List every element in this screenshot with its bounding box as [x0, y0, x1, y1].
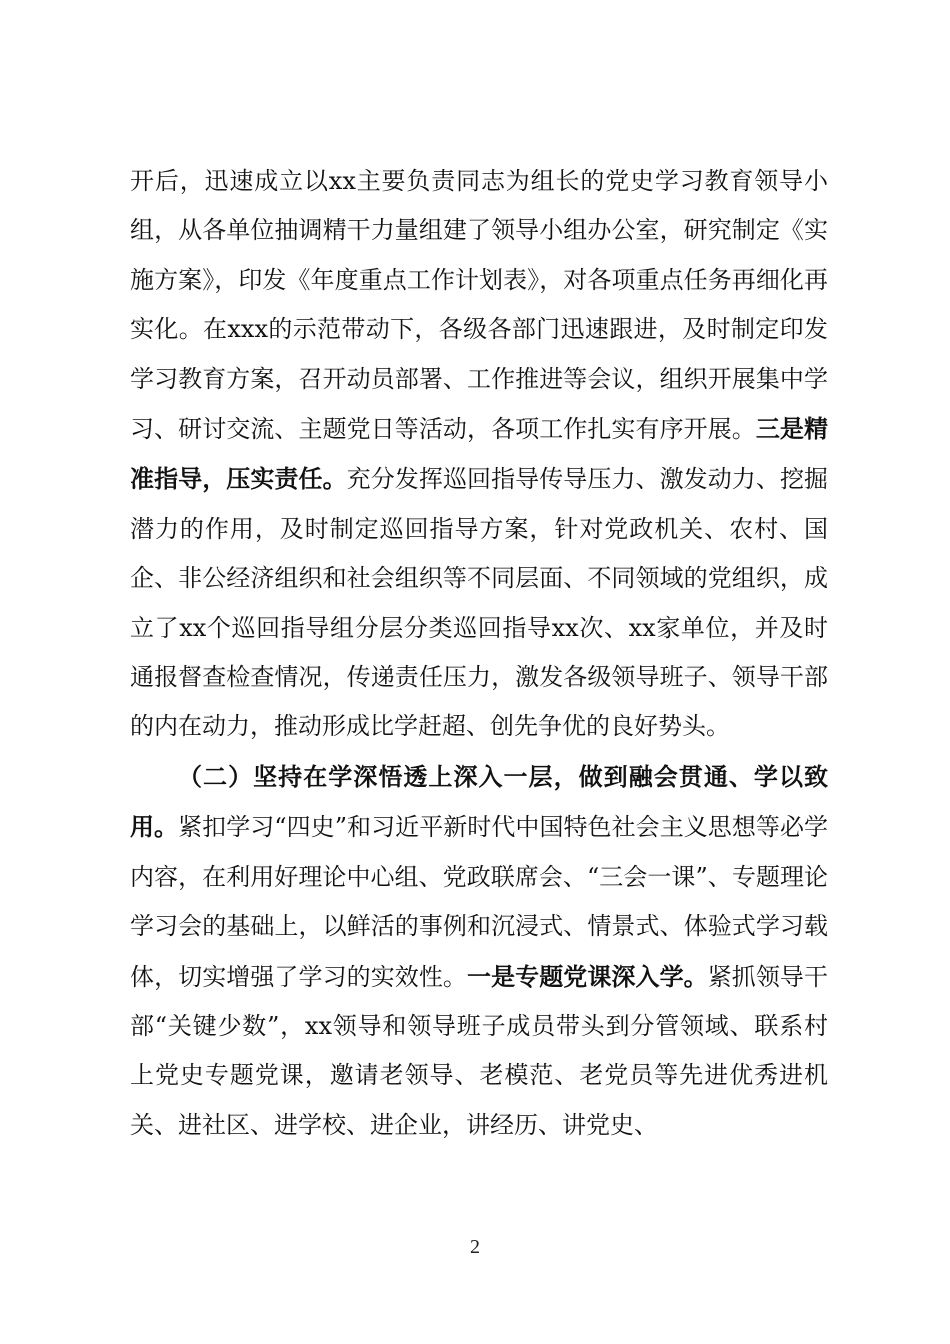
- paragraph-text: 紧抓领导干部“关键少数”，xx领导和领导班子成员带头到分管领域、联系村上党史专题党课，邀请老领导、老模范、老党员等先进优秀进机关、进社区、进学校、进企业，讲经历、讲党史、: [130, 962, 829, 1139]
- paragraph-text: 开后，迅速成立以xx主要负责同志为组长的党史学习教育领导小组，从各单位抽调精干力量组建了领导小组办公室，研究制定《实施方案》，印发《年度重点工作计划表》，对各项重点任务再细化再实化。在xxx的示范带动下，各级各部门迅速跟进，及时制定印发学习教育方案，召开动员部署、工作推进等会议，组织开展集中学习、研讨交流、主题党日等活动，各项工作扎实有序开展。: [130, 167, 828, 444]
- page-number: 2: [470, 1236, 480, 1258]
- paragraph-section-two: [130, 752, 828, 1150]
- bold-subheading: 三是精准指导，压实责任。: [130, 414, 829, 494]
- document-body: [130, 157, 828, 1150]
- paragraph-continued: [130, 157, 828, 752]
- section-heading: （二）坚持在学深悟透上深入一层，做到融会贯通、学以致用。: [130, 761, 828, 842]
- paragraph-text: 紧扣学习“四史”和习近平新时代中国特色社会主义思想等必学内容，在利用好理论中心组、党政联席会、“三会一课”、专题理论学习会的基础上，以鲜活的事例和沉浸式、情景式、体验式学习载体，切实增强了学习的实效性。: [130, 813, 828, 991]
- bold-subheading: 一是专题党课深入学。: [467, 961, 708, 991]
- paragraph-text: 充分发挥巡回指导传导压力、激发动力、挖掘潜力的作用，及时制定巡回指导方案，针对党政机关、农村、国企、非公经济组织和社会组织等不同层面、不同领域的党组织，成立了xx个巡回指导组分层分类巡回指导xx次、xx家单位，并及时通报督查检查情况，传递责任压力，激发各级领导班子、领导干部的内在动力，推动形成比学赶超、创先争优的良好势头。: [130, 465, 829, 741]
